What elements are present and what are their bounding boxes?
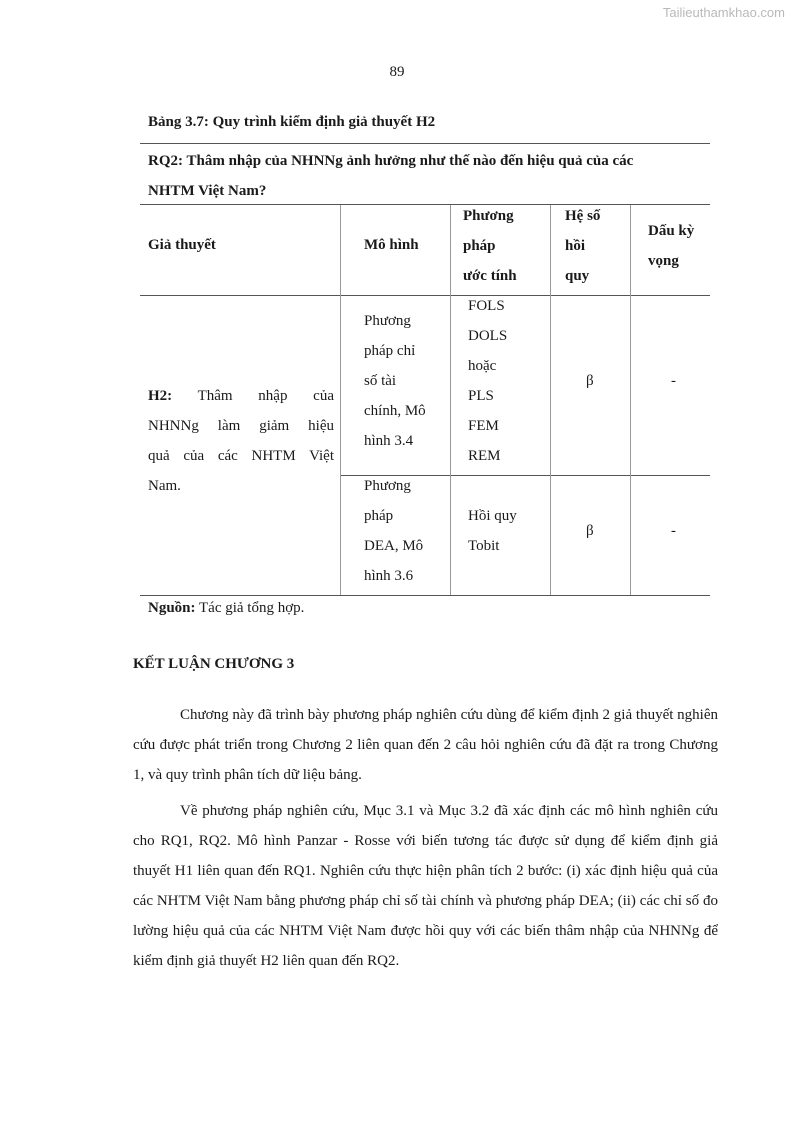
method-line: FOLS bbox=[468, 298, 505, 314]
header-hypothesis: Giả thuyết bbox=[148, 237, 216, 253]
paragraph: Về phương pháp nghiên cứu, Mục 3.1 và Mục 3.2 đã xác định các mô hình nghiên cứu cho RQ1, RQ2. Mô hình Panzar - Rosse với biến tương tác được sử dụng để kiểm định giả thuyết H1 liên quan đến RQ1. Nghiên cứu thực hiện phân tích 2 bước: (i) xác định hiệu quả của các NHTM Việt Nam bằng phương pháp chỉ số tài chính và phương pháp DEA; (ii) các chỉ số đo lường hiệu quả của các NHTM Việt Nam được hồi quy với các biến thâm nhập của NHNNg để kiểm định giả thuyết H2 liên quan đến RQ2. bbox=[133, 803, 718, 969]
header-method-line: ước tính bbox=[463, 268, 517, 284]
header-method-line: pháp bbox=[463, 238, 496, 254]
table-header-top-rule bbox=[140, 204, 710, 205]
method-line: hoặc bbox=[468, 358, 497, 374]
section-title: KẾT LUẬN CHƯƠNG 3 bbox=[133, 656, 295, 672]
hypothesis-line: NHNNg làm giảm hiệu bbox=[148, 418, 334, 434]
model-line: số tài bbox=[364, 373, 397, 389]
hypothesis-label: H2: bbox=[148, 388, 173, 404]
rq-line-2: NHTM Việt Nam? bbox=[148, 183, 267, 199]
hypothesis-line: Nam. bbox=[148, 478, 181, 494]
table-col-divider bbox=[550, 205, 551, 595]
hypothesis-h2 bbox=[148, 381, 334, 501]
method-line: REM bbox=[468, 448, 501, 464]
model-line: chính, Mô bbox=[364, 403, 426, 419]
header-model: Mô hình bbox=[364, 237, 419, 253]
model-line: hình 3.6 bbox=[364, 568, 414, 584]
table-col-divider bbox=[450, 205, 451, 595]
research-question bbox=[140, 143, 710, 206]
row2-expected-sign: - bbox=[671, 523, 676, 539]
header-coefficient bbox=[565, 201, 600, 291]
table-col-divider bbox=[630, 205, 631, 595]
header-coef-line: quy bbox=[565, 268, 590, 284]
row1-coefficient: β bbox=[586, 373, 594, 389]
header-sign-line: Dấu kỳ bbox=[648, 223, 695, 239]
model-line: pháp bbox=[364, 508, 394, 524]
header-sign-line: vọng bbox=[648, 253, 679, 269]
table-caption: Bảng 3.7: Quy trình kiểm định giả thuyết H2 bbox=[148, 114, 436, 130]
model-line: hình 3.4 bbox=[364, 433, 414, 449]
table-col-divider bbox=[340, 205, 341, 595]
model-line: Phương bbox=[364, 478, 411, 494]
row1-method bbox=[468, 291, 507, 471]
method-line: Tobit bbox=[468, 538, 500, 554]
hypothesis-line bbox=[148, 381, 334, 411]
method-line: Hồi quy bbox=[468, 508, 517, 524]
table-bottom-rule bbox=[140, 595, 710, 596]
page-number: 89 bbox=[389, 64, 405, 80]
hypothesis-text: Thâm nhập của bbox=[172, 388, 334, 404]
model-line: Phương bbox=[364, 313, 411, 329]
header-method-line: Phương bbox=[463, 208, 514, 224]
row2-method bbox=[468, 501, 517, 561]
source-text: Tác giả tổng hợp. bbox=[195, 600, 305, 616]
row1-model bbox=[364, 306, 426, 456]
row2-coefficient: β bbox=[586, 523, 594, 539]
model-line: pháp chỉ bbox=[364, 343, 416, 359]
method-line: DOLS bbox=[468, 328, 508, 344]
method-line: FEM bbox=[468, 418, 499, 434]
hypothesis-line: quả của các NHTM Việt bbox=[148, 448, 334, 464]
table-header-bottom-rule bbox=[140, 295, 710, 296]
table-source bbox=[148, 600, 304, 617]
paragraph: Chương này đã trình bày phương pháp nghiên cứu dùng để kiểm định 2 giả thuyết nghiên cứu được phát triển trong Chương 2 liên quan đến 2 câu hỏi nghiên cứu đã đặt ra trong Chương 1, và quy trình phân tích dữ liệu bảng. bbox=[133, 707, 718, 783]
row1-expected-sign: - bbox=[671, 373, 676, 389]
watermark: Tailieuthamkhao.com bbox=[662, 5, 785, 20]
model-line: DEA, Mô bbox=[364, 538, 424, 554]
header-method bbox=[463, 201, 517, 291]
source-label: Nguồn: bbox=[148, 600, 196, 616]
header-coef-line: hồi bbox=[565, 238, 586, 254]
header-expected-sign bbox=[648, 216, 694, 276]
rq-line-1: RQ2: Thâm nhập của NHNNg ảnh hưởng như thế nào đến hiệu quả của các bbox=[148, 153, 634, 169]
row2-model bbox=[364, 471, 423, 591]
method-line: PLS bbox=[468, 388, 494, 404]
header-coef-line: Hệ số bbox=[565, 208, 601, 224]
